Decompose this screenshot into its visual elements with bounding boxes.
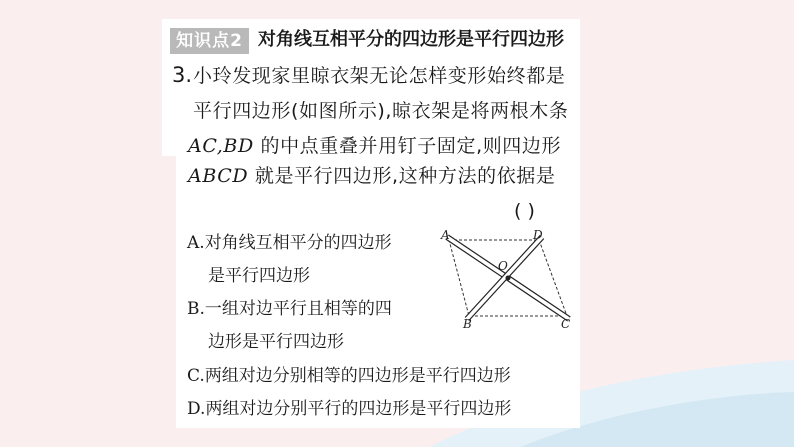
option-a[interactable] <box>187 235 392 252</box>
option-c-label: C. <box>187 366 205 386</box>
nail-point-o <box>506 276 511 281</box>
question-line-1: 小玲发现家里晾衣架无论怎样变形始终都是 <box>193 65 566 87</box>
quadrilateral-abcd: ABCD <box>188 165 249 187</box>
option-a-label: A. <box>187 233 205 253</box>
knowledge-point-title: 对角线互相平分的四边形是平行四边形 <box>258 29 564 50</box>
option-b-label: B. <box>187 299 205 319</box>
label-b: B <box>463 317 472 331</box>
question-line-2: 平行四边形(如图所示),晾衣架是将两根木条 <box>193 100 569 122</box>
option-b[interactable] <box>187 301 392 318</box>
option-d[interactable] <box>187 401 511 418</box>
option-c[interactable] <box>187 368 511 385</box>
rod-bd <box>467 237 542 319</box>
segments-ac-bd: AC,BD <box>188 135 254 157</box>
option-d-label: D. <box>187 399 206 419</box>
answer-bracket[interactable]: ( ) <box>514 200 535 222</box>
label-d: D <box>533 228 543 242</box>
option-a-text: 对角线互相平分的四边形 <box>204 233 392 253</box>
option-b-text: 一组对边平行且相等的四 <box>204 299 392 319</box>
question-line-4-text: 就是平行四边形,这种方法的依据是 <box>248 165 556 187</box>
question-number: 3. <box>172 63 193 87</box>
question-line-3 <box>188 137 561 156</box>
option-a-text-2: 是平行四边形 <box>208 266 310 286</box>
label-o: O <box>498 259 508 273</box>
option-c-text: 两组对边分别相等的四边形是平行四边形 <box>204 366 511 386</box>
option-b-text-2: 边形是平行四边形 <box>208 332 344 352</box>
question-line-4 <box>188 167 556 186</box>
parallelogram-figure <box>434 226 584 336</box>
label-c: C <box>561 317 571 331</box>
option-d-text: 两组对边分别平行的四边形是平行四边形 <box>205 399 512 419</box>
label-a: A <box>441 228 450 242</box>
question-line-3-text: 的中点重叠并用钉子固定,则四边形 <box>253 135 562 157</box>
knowledge-point-badge: 知识点2 <box>170 28 249 54</box>
